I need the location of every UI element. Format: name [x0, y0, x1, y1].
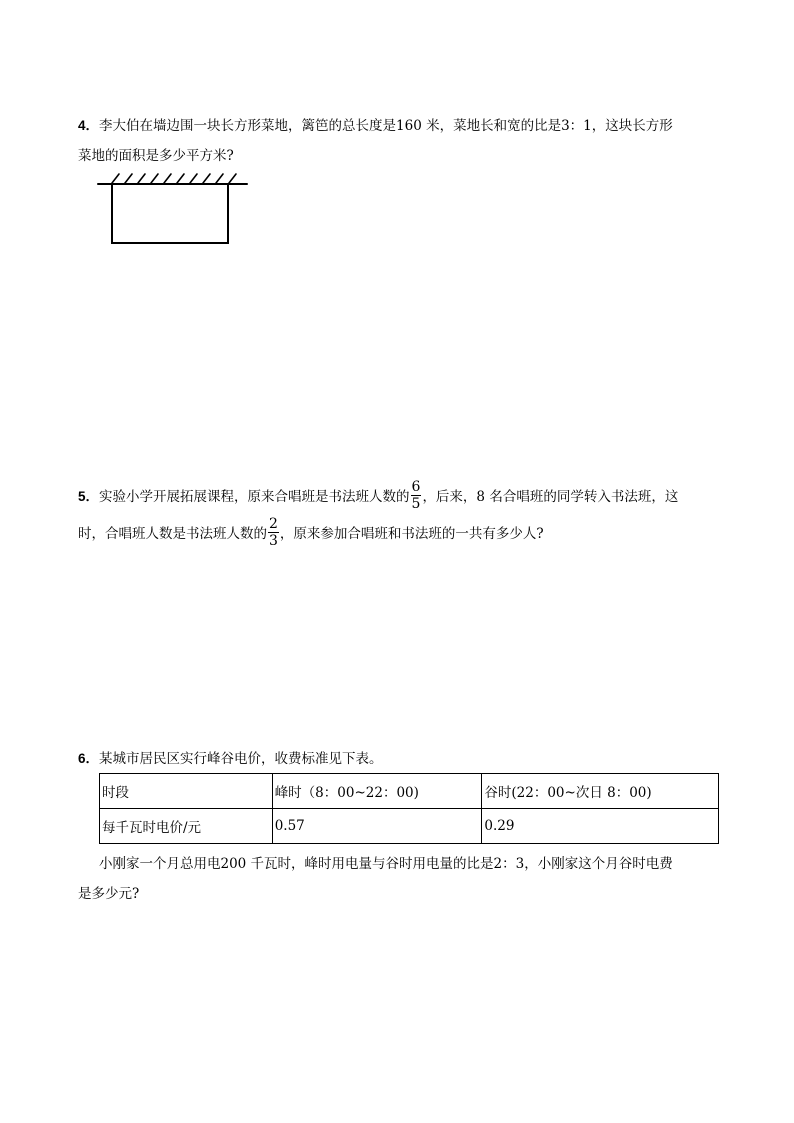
- q4-text-line1: 李大伯在墙边围一块长方形菜地，篱笆的总长度是160 米，菜地长和宽的比是3：1，这块长方形: [99, 118, 673, 134]
- fraction-denominator: 3: [269, 533, 278, 549]
- q6-text-line1: 小刚家一个月总用电200 千瓦时，峰时用电量与谷时用电量的比是2：3，小刚家这个月谷时电费: [99, 856, 673, 872]
- q4-number: 4．: [78, 118, 100, 133]
- q5-text-1a: 实验小学开展拓展课程，原来合唱班是书法班人数的: [99, 489, 410, 505]
- fraction-denominator: 5: [411, 496, 421, 512]
- table-header-cell: 谷时(22：00~次日 8：00): [482, 774, 719, 809]
- table-header-cell: 峰时（8：00~22：00): [272, 774, 482, 809]
- table-cell: 0.29: [482, 809, 719, 844]
- q5-text-2b: ，原来参加合唱班和书法班的一共有多少人?: [279, 526, 544, 542]
- q5-line1: [78, 479, 679, 513]
- q5-text-2a: 时，合唱班人数是书法班人数的: [78, 526, 267, 542]
- q5-number: 5．: [78, 489, 100, 504]
- q5-text-1b: ，后来，8 名合唱班的同学转入书法班，这: [422, 489, 679, 505]
- fraction-numerator: 6: [411, 479, 421, 495]
- table-header-cell: 时段: [100, 774, 273, 809]
- table-cell: 0.57: [272, 809, 482, 844]
- table-row: [100, 809, 719, 844]
- fence-garden-diagram: [95, 170, 255, 250]
- q6-line1: [78, 747, 383, 767]
- q4-text-line2: 菜地的面积是多少平方米?: [78, 148, 234, 164]
- fraction-two-thirds: [268, 517, 279, 548]
- table-header-row: [100, 774, 719, 809]
- fraction-numerator: 2: [269, 516, 278, 532]
- table-cell: 每千瓦时电价/元: [100, 809, 273, 844]
- fraction-six-fifths: [411, 480, 422, 511]
- electricity-price-table: [99, 773, 719, 844]
- q6-intro: 某城市居民区实行峰谷电价，收费标准见下表。: [99, 751, 383, 767]
- wall-hatching: [112, 174, 236, 183]
- q5-line2: [78, 516, 544, 550]
- q6-text-line2: 是多少元?: [78, 886, 140, 902]
- q6-number: 6．: [78, 751, 100, 766]
- q4-line1: [78, 114, 673, 134]
- garden-rectangle: [112, 185, 228, 243]
